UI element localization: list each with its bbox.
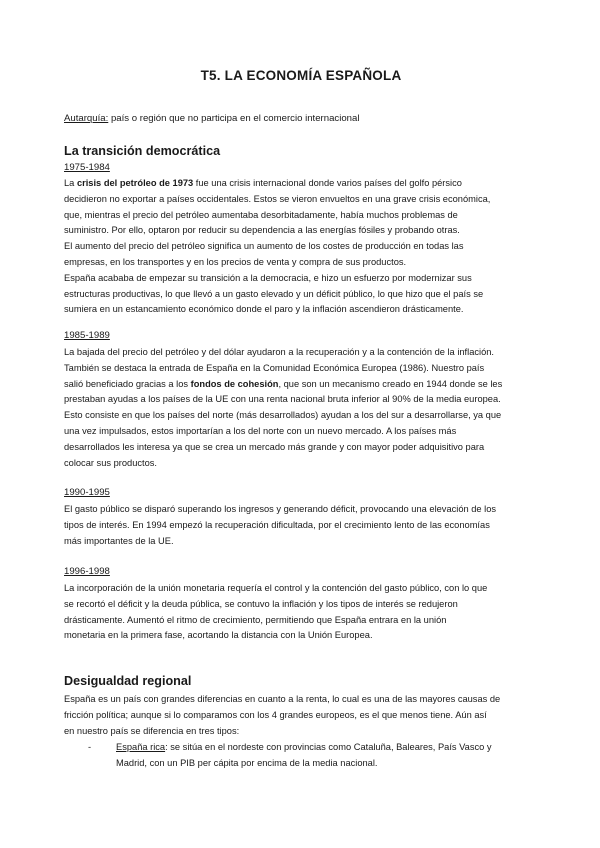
text-line: más importantes de la UE. — [64, 535, 174, 546]
text-line: empresas, en los transportes y en los precios de venta y compra de sus productos. — [64, 256, 407, 267]
text-line: monetaria en la primera fase, acortando la distancia con la Unión Europea. — [64, 630, 373, 641]
bold-term: crisis del petróleo de 1973 — [76, 178, 194, 188]
text-line: decidieron no exportar a países occidentales. Estos se vieron envueltos en una grave crisis económica, — [64, 193, 491, 204]
text-line: La bajada del precio del petróleo y del dólar ayudaron a la recuperación y a la contención de la inflación. — [64, 347, 495, 357]
text-line: prestaban ayudas a los países de la UE con una renta nacional bruta inferior al 90% de la media europea. — [64, 394, 501, 405]
text-line: colocar sus productos. — [64, 457, 158, 468]
text-line: sumiera en un estancamiento económico donde el paro y la inflación ascendieron drásticamente. — [64, 304, 464, 315]
text-line: salió beneficiado gracias a los fondos de cohesión, que son un mecanismo creado en 1944 donde se les — [64, 378, 503, 389]
bullet-text — [116, 740, 536, 772]
period-1990-1995: 1990-1995 — [64, 487, 110, 498]
paragraph-1975-1984 — [64, 176, 538, 318]
definition-text: país o región que no participa en el comercio internacional — [108, 113, 360, 124]
text-line: drásticamente. Aumentó el ritmo de crecimiento, permitiendo que España entrara en la unión — [64, 614, 447, 625]
text-line: España es un país con grandes diferencias en cuanto a la renta, lo cual es una de las mayores causas de — [64, 694, 501, 704]
paragraph-1996-1998 — [64, 581, 538, 644]
section-heading-desigualdad: Desigualdad regional — [64, 674, 192, 688]
text-line: Madrid, con un PIB per cápita por encima de la media nacional. — [116, 757, 378, 768]
text-line: También se destaca la entrada de España en la Comunidad Económica Europea (1986). Nuestro país — [64, 362, 485, 373]
document-title: T5. LA ECONOMÍA ESPAÑOLA — [200, 68, 402, 83]
bold-term: fondos de cohesión — [190, 378, 279, 389]
period-1996-1998: 1996-1998 — [64, 566, 110, 577]
text-line: La incorporación de la unión monetaria requería el control y la contención del gasto público, con lo que — [64, 583, 488, 593]
text-line: tipos de interés. En 1994 empezó la recuperación dificultada, por el crecimiento lento de las economías — [64, 519, 490, 530]
paragraph-1985-1989 — [64, 345, 538, 471]
period-1985-1989: 1985-1989 — [64, 330, 110, 341]
period-1975-1984: 1975-1984 — [64, 162, 110, 173]
text-line: España rica: se sitúa en el nordeste con provincias como Cataluña, Baleares, País Vasco y — [116, 742, 492, 752]
definition-line — [64, 113, 359, 124]
definition-term: Autarquía: — [64, 113, 109, 124]
text-line: El aumento del precio del petróleo significa un aumento de los costes de producción en todas las — [64, 241, 464, 252]
paragraph-desigualdad — [64, 692, 538, 739]
text-line: La crisis del petróleo de 1973 fue una crisis internacional donde varios países del golfo pérsico — [64, 178, 462, 188]
paragraph-1990-1995 — [64, 502, 538, 549]
bullet-dash: - — [88, 742, 92, 752]
text-line: que, mientras el precio del petróleo aumentaba desorbitadamente, había muchos problemas de — [64, 209, 458, 220]
text-line: España acababa de empezar su transición a la democracia, e hizo un esfuerzo por modernizar sus — [64, 272, 472, 283]
text-line: desarrollados les interesa ya que se crea un mercado más grande y con mayor poder adquisitivo para — [64, 441, 485, 452]
text-line: se recortó el déficit y la deuda pública, se contuvo la inflación y los tipos de interés se redujeron — [64, 598, 458, 609]
text-line: fricción política; aunque si lo comparamos con los 4 grandes europeos, es el que menos tiene. Aún así — [64, 709, 487, 720]
bullet-term: España rica — [116, 742, 166, 752]
text-line: en nuestro país se diferencia en tres tipos: — [64, 725, 240, 736]
text-line: El gasto público se disparó superando los ingresos y generando déficit, provocando una elevación de los — [64, 504, 497, 514]
text-line: una vez impulsados, estos importarían a los del norte con un nuevo mercado. A los países más — [64, 425, 457, 436]
section-heading-transicion: La transición democrática — [64, 144, 221, 158]
text-line: suministro. Por ello, optaron por reducir su dependencia a las energías fósiles y probando otras. — [64, 225, 460, 236]
text-line: Esto consiste en que los países del norte (más desarrollados) ayudan a los del sur a desarrollarse, ya que — [64, 410, 502, 421]
text-line: estructuras productivas, lo que llevó a un gasto elevado y un déficit público, lo que hizo que el país se — [64, 288, 484, 299]
